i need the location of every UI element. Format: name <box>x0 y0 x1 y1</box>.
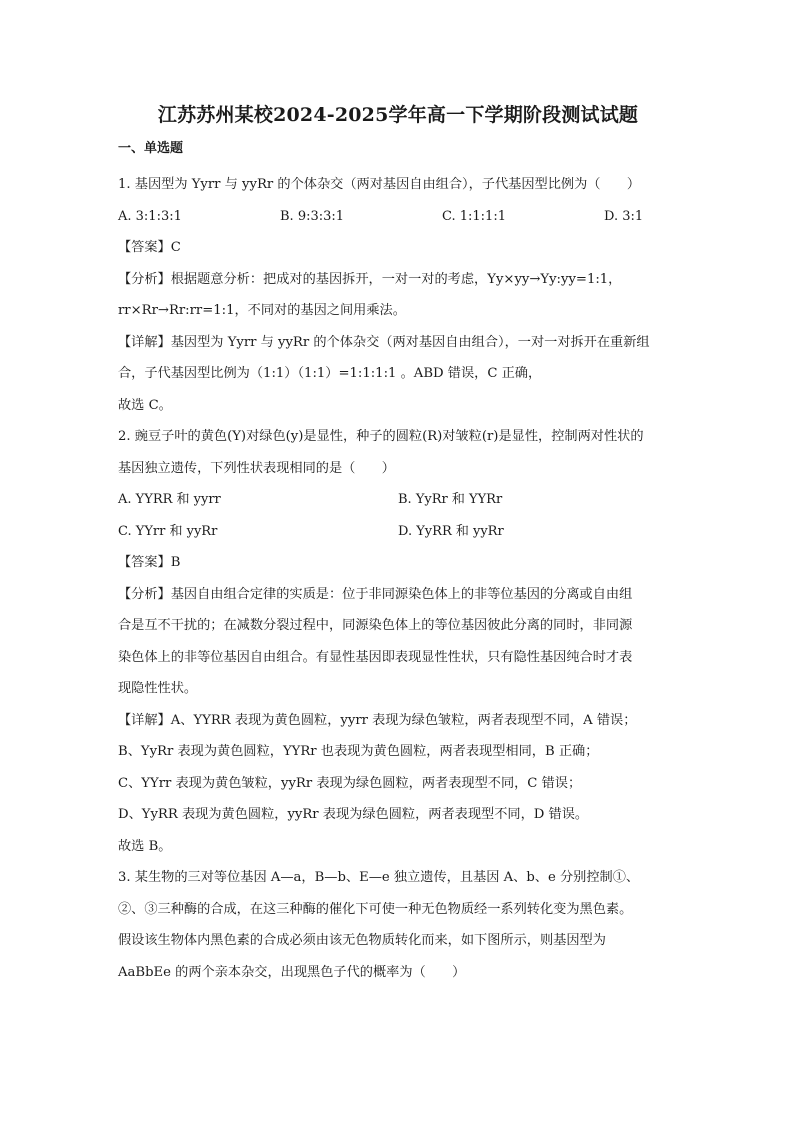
question-2-options-row <box>118 516 678 548</box>
question-1-options <box>118 201 678 233</box>
question-2-detail-line: 【详解】A、YYRR 表现为黄色圆粒，yyrr 表现为绿色皱粒，两者表现型不同，A 错误； <box>118 712 637 728</box>
question-3-stem-line: 假设该生物体内黑色素的合成必须由该无色物质转化而来，如下图所示，则基因型为 <box>118 933 606 948</box>
question-2 <box>118 421 678 862</box>
option-d: D. 3:1 <box>604 208 644 224</box>
question-2-analysis-line: 染色体上的非等位基因自由组合。有显性基因即表现显性性状，只有隐性基因纯合时才表 <box>118 649 633 665</box>
question-1 <box>118 169 678 421</box>
option-c: C. 1:1:1:1 <box>442 208 506 224</box>
question-2-detail-line: B、YyRr 表现为黄色圆粒，YYRr 也表现为黄色圆粒，两者表现型相同，B 正确； <box>118 744 599 759</box>
question-2-stem-line: 基因独立遗传，下列性状表现相同的是（ ） <box>118 460 395 476</box>
question-1-detail-line: 【详解】基因型为 Yyrr 与 yyRr 的个体杂交（两对基因自由组合），一对一对拆开在重新组 <box>118 334 650 350</box>
question-2-analysis-line: 合是互不干扰的；在减数分裂过程中，同源染色体上的等位基因彼此分离的同时，非同源 <box>118 618 633 633</box>
option-a: A. 3:1:3:1 <box>118 208 182 224</box>
question-1-detail-line: 合，子代基因型比例为（1:1）（1:1）=1:1:1:1 。ABD 错误，C 正确， <box>118 366 542 381</box>
option-b: B. YyRr 和 YYRr <box>398 492 503 507</box>
section-heading: 一、单选题 <box>118 141 184 156</box>
question-3-stem-line: AaBbEe 的两个亲本杂交，出现黑色子代的概率为（ ） <box>118 964 466 980</box>
question-2-answer: 【答案】B <box>118 555 181 570</box>
question-3-stem-line: ②、③三种酶的合成，在这三种酶的催化下可使一种无色物质经一系列转化变为黑色素。 <box>118 901 633 917</box>
question-3-stem-line: 3. 某生物的三对等位基因 A—a，B—b、E—e 独立遗传，且基因 A、b、e 分别控制①、 <box>118 870 640 885</box>
question-3 <box>118 862 678 988</box>
question-2-analysis-line: 【分析】基因自由组合定律的实质是：位于非同源染色体上的非等位基因的分离或自由组 <box>118 586 633 602</box>
question-1-stem: 1. 基因型为 Yyrr 与 yyRr 的个体杂交（两对基因自由组合），子代基因型比例为（ ） <box>118 177 641 192</box>
document-page <box>118 100 678 988</box>
option-a: A. YYRR 和 yyrr <box>118 492 221 507</box>
question-2-options-row <box>118 484 678 516</box>
question-2-detail-line: 故选 B。 <box>118 838 172 854</box>
question-2-detail-line: D、YyRR 表现为黄色圆粒，yyRr 表现为绿色圆粒，两者表现型不同，D 错误。 <box>118 807 589 822</box>
question-1-detail-line: 故选 C。 <box>118 397 172 413</box>
option-d: D. YyRR 和 yyRr <box>398 523 504 539</box>
question-2-stem-line: 2. 豌豆子叶的黄色(Y)对绿色(y)是显性，种子的圆粒(R)对皱粒(r)是显性，控制两对性状的 <box>118 429 644 444</box>
option-c: C. YYrr 和 yyRr <box>118 523 218 539</box>
question-2-detail-line: C、YYrr 表现为黄色皱粒，yyRr 表现为绿色圆粒，两者表现型不同，C 错误； <box>118 775 582 791</box>
question-2-analysis-line: 现隐性性状。 <box>118 681 198 696</box>
option-b: B. 9:3:3:1 <box>280 208 345 224</box>
question-1-analysis-line: 【分析】根据题意分析：把成对的基因拆开，一对一对的考虑，Yy×yy→Yy:yy=1:1， <box>118 271 622 287</box>
document-title: 江苏苏州某校2024-2025学年高一下学期阶段测试试题 <box>157 104 639 126</box>
question-1-analysis-line: rr×Rr→Rr:rr=1:1，不同对的基因之间用乘法。 <box>118 303 406 318</box>
question-1-answer: 【答案】C <box>118 240 181 255</box>
